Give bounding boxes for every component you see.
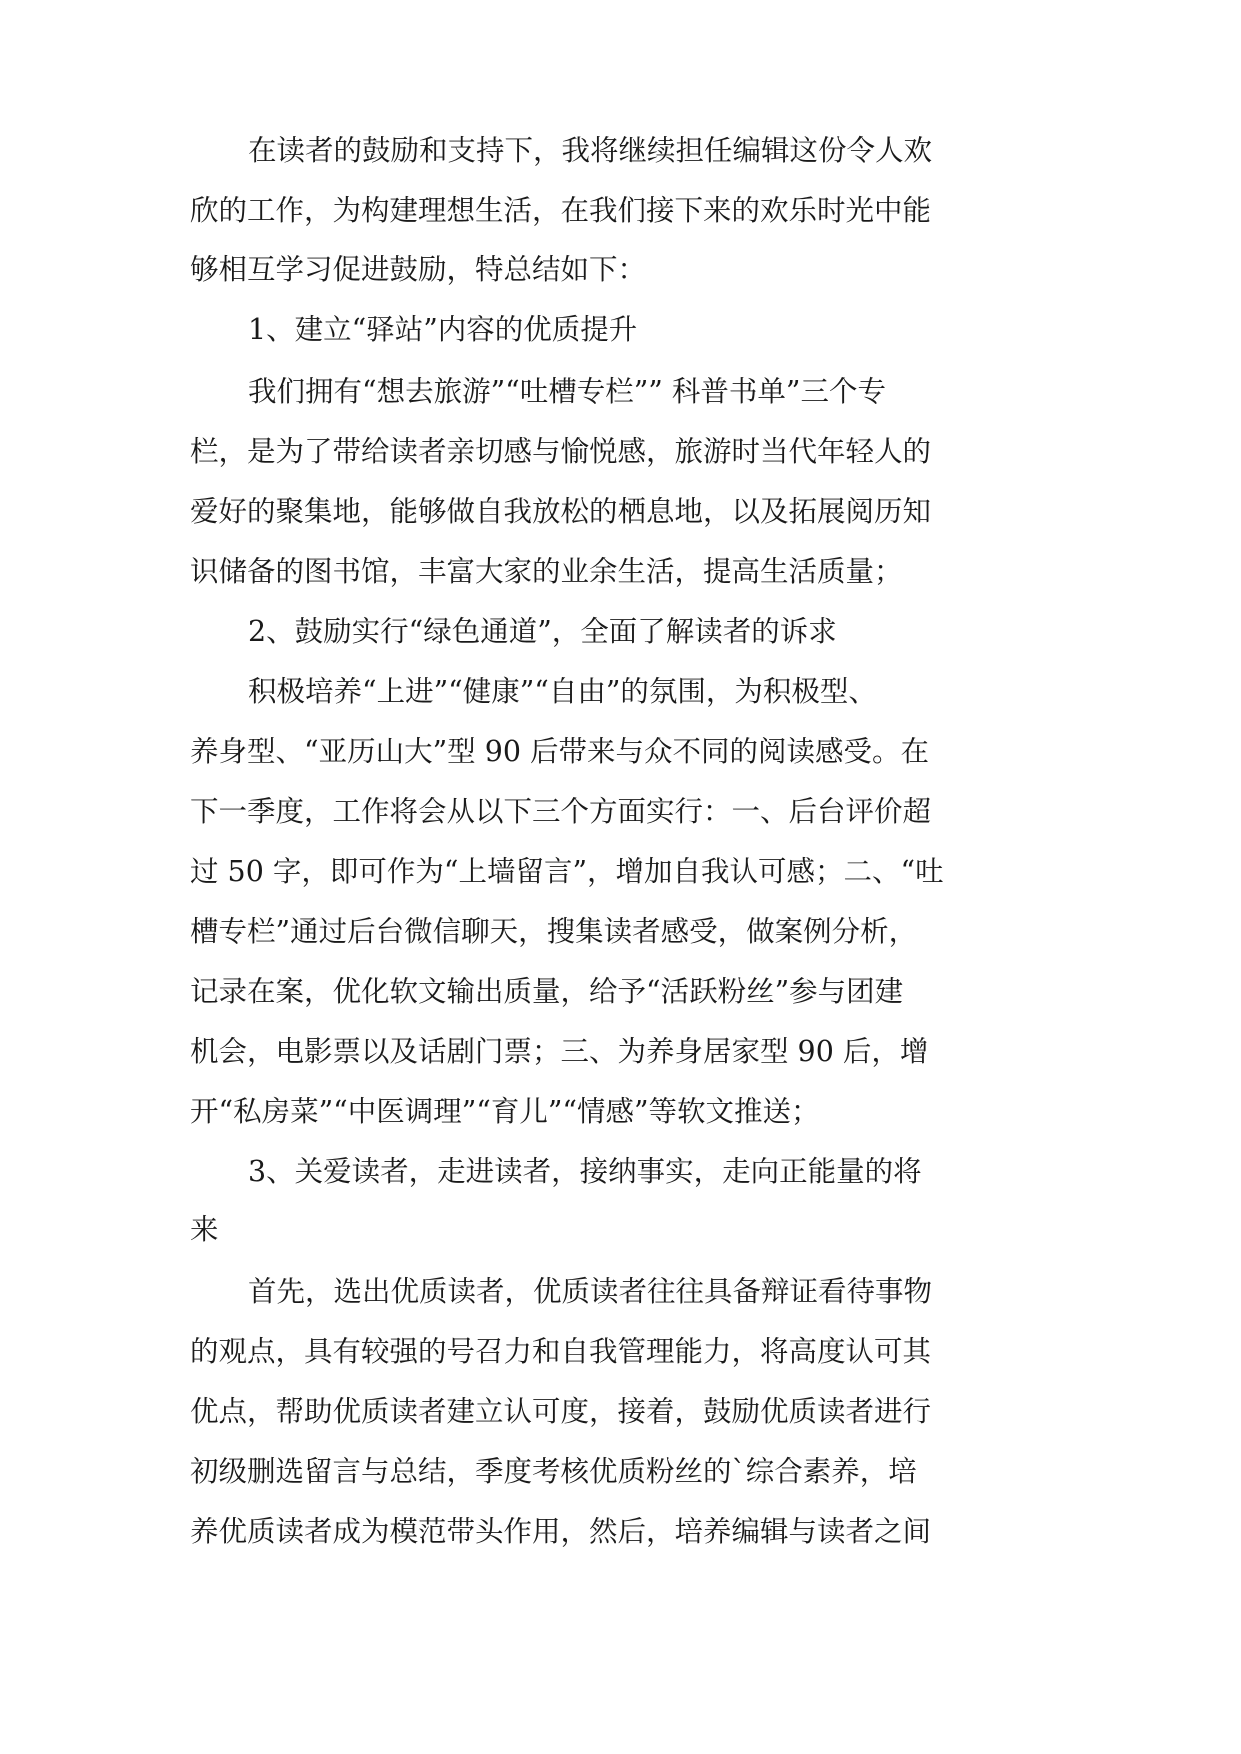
text-line: 3、关爱读者，走进读者，接纳事实，走向正能量的将 [248, 1155, 922, 1188]
text-line: 记录在案，优化软文输出质量，给予“活跃粉丝”参与团建 [190, 975, 904, 1008]
text-line: 栏，是为了带给读者亲切感与愉悦感，旅游时当代年轻人的 [190, 435, 932, 468]
text-line: 养优质读者成为模范带头作用，然后，培养编辑与读者之间 [190, 1515, 932, 1548]
text-line: 的观点，具有较强的号召力和自我管理能力，将高度认可其 [190, 1335, 932, 1368]
text-line: 识储备的图书馆，丰富大家的业余生活，提高生活质量； [190, 555, 903, 588]
text-line: 我们拥有“想去旅游”“吐槽专栏”” 科普书单”三个专 [248, 375, 886, 408]
text-line: 首先，选出优质读者，优质读者往往具备辩证看待事物 [248, 1275, 933, 1308]
text-line: 下一季度，工作将会从以下三个方面实行：一、后台评价超 [190, 795, 932, 828]
text-line: 初级删选留言与总结，季度考核优质粉丝的`综合素养，培 [190, 1455, 917, 1488]
text-line: 2、鼓励实行“绿色通道”，全面了解读者的诉求 [248, 615, 837, 648]
text-line: 开“私房菜”“中医调理”“育儿”“情感”等软文推送； [190, 1095, 820, 1128]
text-line: 爱好的聚集地，能够做自我放松的栖息地，以及拓展阅历知 [190, 495, 932, 528]
text-line: 槽专栏”通过后台微信聊天，搜集读者感受，做案例分析， [190, 915, 918, 948]
text-line: 够相互学习促进鼓励，特总结如下： [190, 253, 647, 286]
text-line: 来 [190, 1213, 219, 1246]
text-line: 欣的工作，为构建理想生活，在我们接下来的欢乐时光中能 [190, 194, 932, 227]
text-line: 优点，帮助优质读者建立认可度，接着，鼓励优质读者进行 [190, 1395, 932, 1428]
text-line: 养身型、“亚历山大”型 90 后带来与众不同的阅读感受。在 [190, 735, 930, 768]
text-line: 积极培养“上进”“健康”“自由”的氛围，为积极型、 [248, 675, 877, 708]
text-line: 1、建立“驿站”内容的优质提升 [248, 313, 638, 346]
text-line: 在读者的鼓励和支持下，我将继续担任编辑这份令人欢 [248, 134, 933, 167]
text-line: 过 50 字，即可作为“上墙留言”，增加自我认可感；二、“吐 [190, 855, 944, 888]
text-line: 机会，电影票以及话剧门票；三、为养身居家型 90 后，增 [190, 1035, 929, 1068]
